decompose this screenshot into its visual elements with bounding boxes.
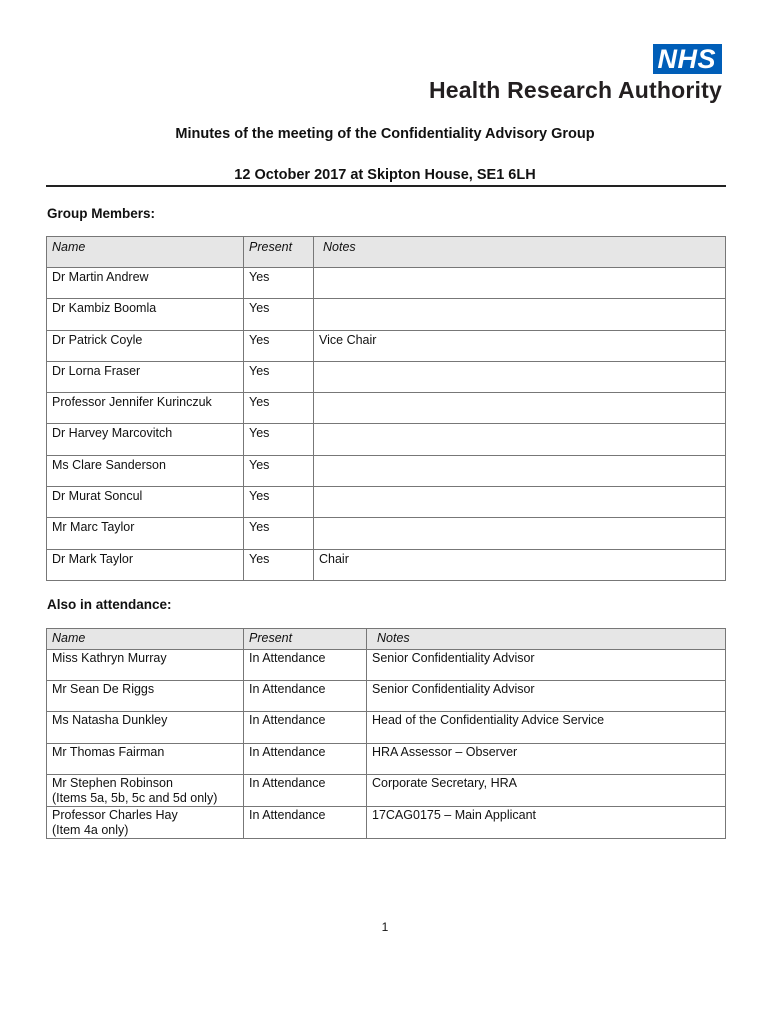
attendance-table [46, 628, 726, 839]
group-members-table [46, 236, 726, 581]
group-members-heading: Group Members: [47, 206, 156, 221]
member-name: Dr Harvey Marcovitch [47, 424, 244, 455]
attendee-name [47, 774, 244, 806]
attendee-present: In Attendance [244, 681, 367, 712]
member-notes [314, 361, 726, 392]
member-name: Dr Kambiz Boomla [47, 299, 244, 330]
document-title: Minutes of the meeting of the Confidentiality Advisory Group [175, 126, 595, 142]
attendee-present: In Attendance [244, 712, 367, 743]
column-header-present: Present [244, 237, 314, 268]
member-name: Professor Jennifer Kurinczuk [47, 393, 244, 424]
member-present: Yes [244, 268, 314, 299]
member-notes [314, 487, 726, 518]
table-row [47, 518, 726, 549]
attendee-notes: Senior Confidentiality Advisor [367, 681, 726, 712]
column-header-name: Name [47, 629, 244, 650]
member-notes [314, 455, 726, 486]
member-name: Dr Martin Andrew [47, 268, 244, 299]
attendee-name [47, 712, 244, 743]
member-present: Yes [244, 487, 314, 518]
table-row [47, 549, 726, 580]
attendance-heading: Also in attendance: [47, 597, 172, 612]
table-row [47, 393, 726, 424]
attendee-present: In Attendance [244, 774, 367, 806]
column-header-present: Present [244, 629, 367, 650]
member-present: Yes [244, 299, 314, 330]
table-row [47, 424, 726, 455]
table-row [47, 268, 726, 299]
attendee-name-line: Professor Charles Hay [52, 807, 178, 822]
member-notes [314, 299, 726, 330]
table-row [47, 299, 726, 330]
attendee-name-line: Ms Natasha Dunkley [52, 713, 168, 728]
hra-logo [429, 44, 722, 104]
member-present: Yes [244, 393, 314, 424]
column-header-name: Name [47, 237, 244, 268]
member-present: Yes [244, 424, 314, 455]
member-notes [314, 393, 726, 424]
column-header-notes: Notes [314, 237, 726, 268]
column-header-notes: Notes [367, 629, 726, 650]
member-notes [314, 268, 726, 299]
organisation-name: Health Research Authority [429, 77, 722, 103]
attendee-present: In Attendance [244, 650, 367, 681]
attendee-notes: Corporate Secretary, HRA [367, 774, 726, 806]
attendee-notes: Senior Confidentiality Advisor [367, 650, 726, 681]
attendee-name [47, 681, 244, 712]
table-row [47, 806, 726, 838]
table-header-row [47, 629, 726, 650]
page-number: 1 [381, 920, 389, 934]
member-notes: Vice Chair [314, 330, 726, 361]
member-present: Yes [244, 455, 314, 486]
attendee-name [47, 650, 244, 681]
nhs-badge: NHS [653, 44, 722, 74]
attendee-present: In Attendance [244, 806, 367, 838]
table-row [47, 681, 726, 712]
table-header-row [47, 237, 726, 268]
member-present: Yes [244, 549, 314, 580]
member-present: Yes [244, 330, 314, 361]
attendee-name [47, 806, 244, 838]
member-name: Dr Mark Taylor [47, 549, 244, 580]
attendee-name-line: Miss Kathryn Murray [52, 651, 167, 665]
attendee-name-line: Mr Thomas Fairman [52, 744, 165, 759]
attendee-notes: HRA Assessor – Observer [367, 743, 726, 774]
table-row [47, 650, 726, 681]
member-name: Mr Marc Taylor [47, 518, 244, 549]
member-name: Dr Murat Soncul [47, 487, 244, 518]
attendee-name-line: Mr Sean De Riggs [52, 682, 155, 697]
member-notes: Chair [314, 549, 726, 580]
attendee-name [47, 743, 244, 774]
member-name: Dr Lorna Fraser [47, 361, 244, 392]
table-row [47, 774, 726, 806]
member-notes [314, 518, 726, 549]
member-present: Yes [244, 361, 314, 392]
attendee-present: In Attendance [244, 743, 367, 774]
meeting-date-location: 12 October 2017 at Skipton House, SE1 6LH [234, 167, 536, 183]
table-row [47, 487, 726, 518]
table-row [47, 712, 726, 743]
table-row [47, 743, 726, 774]
member-present: Yes [244, 518, 314, 549]
attendee-notes: Head of the Confidentiality Advice Service [367, 712, 726, 743]
table-row [47, 455, 726, 486]
title-divider [46, 185, 726, 187]
attendee-name-note: (Item 4a only) [52, 822, 129, 837]
table-row [47, 330, 726, 361]
attendee-notes: 17CAG0175 – Main Applicant [367, 806, 726, 838]
member-name: Dr Patrick Coyle [47, 330, 244, 361]
member-name: Ms Clare Sanderson [47, 455, 244, 486]
member-notes [314, 424, 726, 455]
attendee-name-line: Mr Stephen Robinson [52, 775, 173, 790]
attendee-name-note: (Items 5a, 5b, 5c and 5d only) [52, 790, 218, 805]
table-row [47, 361, 726, 392]
